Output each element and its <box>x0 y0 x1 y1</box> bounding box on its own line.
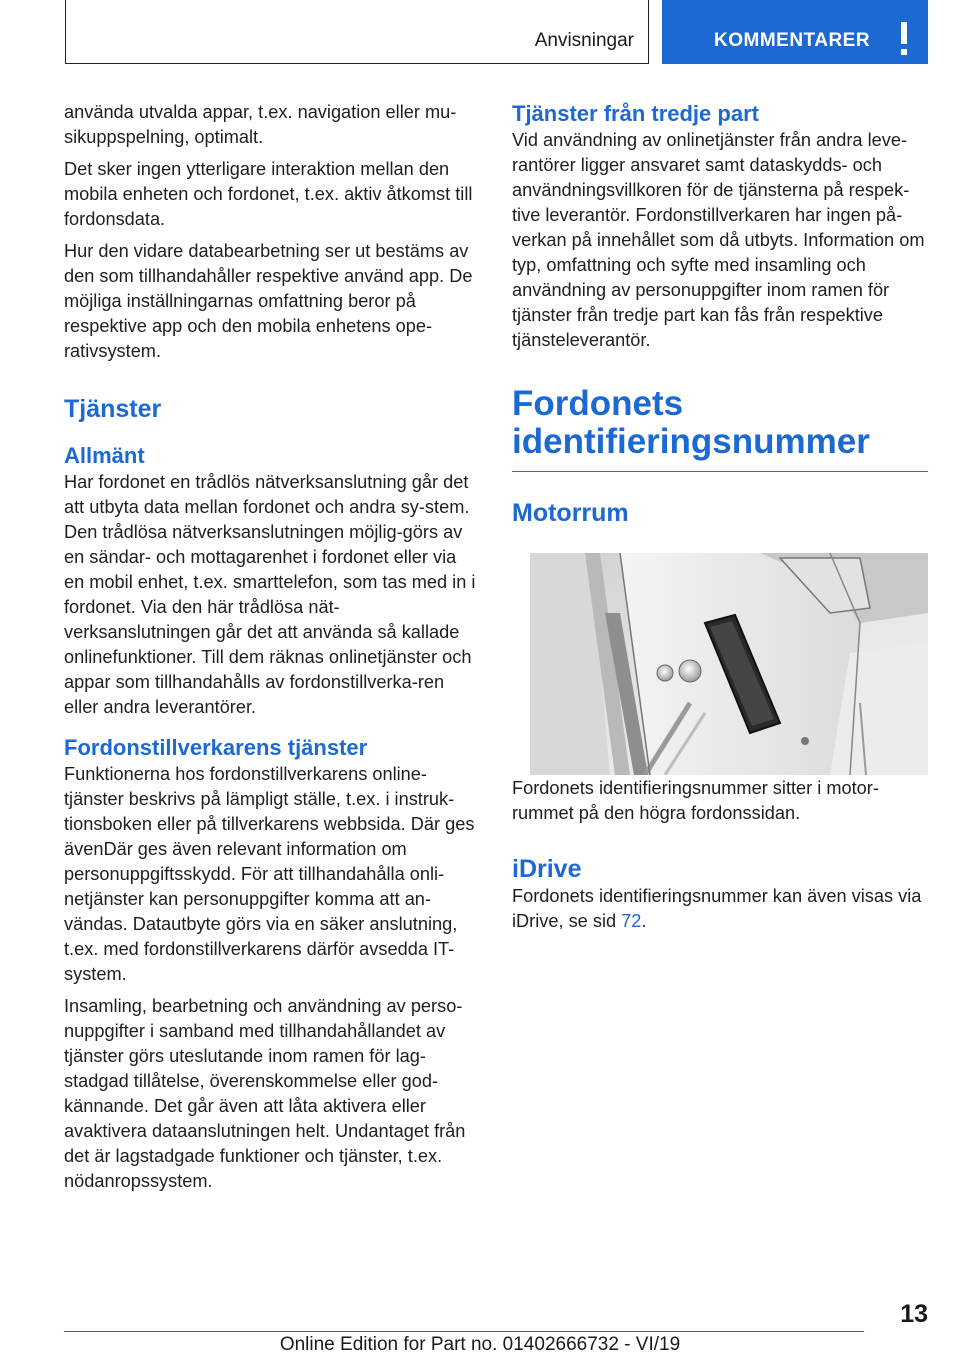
heading-rule <box>512 471 928 472</box>
heading-allmant: Allmänt <box>64 443 145 468</box>
paragraph: Har fordonet en trådlös nätverksanslutning går det att utbyta data mellan fordonet och andra sy‐stem. Den trådlösa nätverksanslutningen möjlig‐görs av en sändar- och mottagarenhet i fordonet eller via en mobil enhet, t.ex. smarttelefon, som tas med in i fordonet. Via den här trådlösa nät‐verksanslutningen går det att använda så kallade onlinefunktioner. Till dem räknas onlinetjänster och appar som tillhandahålls av fordonstillverka‐ren eller andra leverantörer. <box>64 472 476 717</box>
right-column <box>512 100 928 941</box>
engine-compartment-image <box>530 553 928 775</box>
paragraph: Hur den vidare databearbetning ser ut bestäms av den som tillhandahåller respektive använd app. De möjliga inställningarnas omfattning beror på respektive app och den mobila enhetens ope‐rativsystem. <box>64 241 473 361</box>
comments-button-label: KOMMENTARER <box>714 30 871 51</box>
page-link[interactable]: 72 <box>621 911 642 931</box>
heading-fordonets-identifieringsnummer: Fordonets identifieringsnummer <box>512 384 870 461</box>
paragraph: använda utvalda appar, t.ex. navigation eller mu‐sikuppspelning, optimalt. <box>64 102 457 147</box>
left-column <box>64 100 480 1201</box>
paragraph: Det sker ingen ytterligare interaktion mellan den mobila enheten och fordonet, t.ex. aktiv åtkomst till fordonsdata. <box>64 159 473 229</box>
heading-tjanster-tredje-part: Tjänster från tredje part <box>512 101 759 126</box>
heading-fordonstillverkarens-tjanster: Fordonstillverkarens tjänster <box>64 735 368 760</box>
header-section-label: Anvisningar <box>534 30 634 51</box>
paragraph <box>512 884 928 934</box>
heading-motorrum: Motorrum <box>512 499 629 527</box>
footer-rule <box>64 1331 864 1332</box>
page-number: 13 <box>900 1300 928 1328</box>
comments-button[interactable] <box>662 0 928 64</box>
heading-tjanster: Tjänster <box>64 395 162 423</box>
paragraph: Fordonets identifieringsnummer sitter i motor‐rummet på den högra fordonssidan. <box>512 778 879 823</box>
paragraph: Vid användning av onlinetjänster från andra leve‐rantörer ligger ansvaret samt dataskydds- och användningsvillkoren för de tjänsterna på respek‐tive leverantör. Fordonstillverkaren har ingen på‐verkan på innehållet som då utbyts. Information om typ, omfattning och syfte med insamling och användning av personuppgifter inom ramen för tjänster från tredje part kan fås från respektive tjänsteleverantör. <box>512 130 925 350</box>
paragraph: Funktionerna hos fordonstillverkarens online‐tjänster beskrivs på lämpligt ställe, t.ex. i instruk‐tionsboken eller på tillverkarens webbsida. Där ges ävenDär ges även relevant information om personuppgiftsskydd. För att tillhandahålla onli‐netjänster kan personuppgifter komma att an‐vändas. Datautbyte görs via en säker anslutning, t.ex. med fordonstillverkarens därför avsedda IT-system. <box>64 764 475 984</box>
header-section-box <box>65 0 649 64</box>
idrive-text-end: . <box>641 911 647 931</box>
heading-idrive: iDrive <box>512 855 582 883</box>
paragraph: Insamling, bearbetning och användning av perso‐nuppgifter i samband med tillhandahållandet av tjänster görs uteslutande inom ramen för lag‐stadgad tillåtelse, överenskommelse eller god‐kännande. Det går även att låta aktivera eller avaktivera dataanslutningen helt. Undantaget från det är lagstadgade funktioner och tjänster, t.ex. nödanropssystem. <box>64 996 466 1191</box>
exclamation-icon <box>895 22 913 58</box>
footer-edition-text: Online Edition for Part no. 01402666732 - VI/19 <box>279 1334 681 1355</box>
idrive-text: Fordonets identifieringsnummer kan även visas via iDrive, se sid <box>512 886 922 931</box>
